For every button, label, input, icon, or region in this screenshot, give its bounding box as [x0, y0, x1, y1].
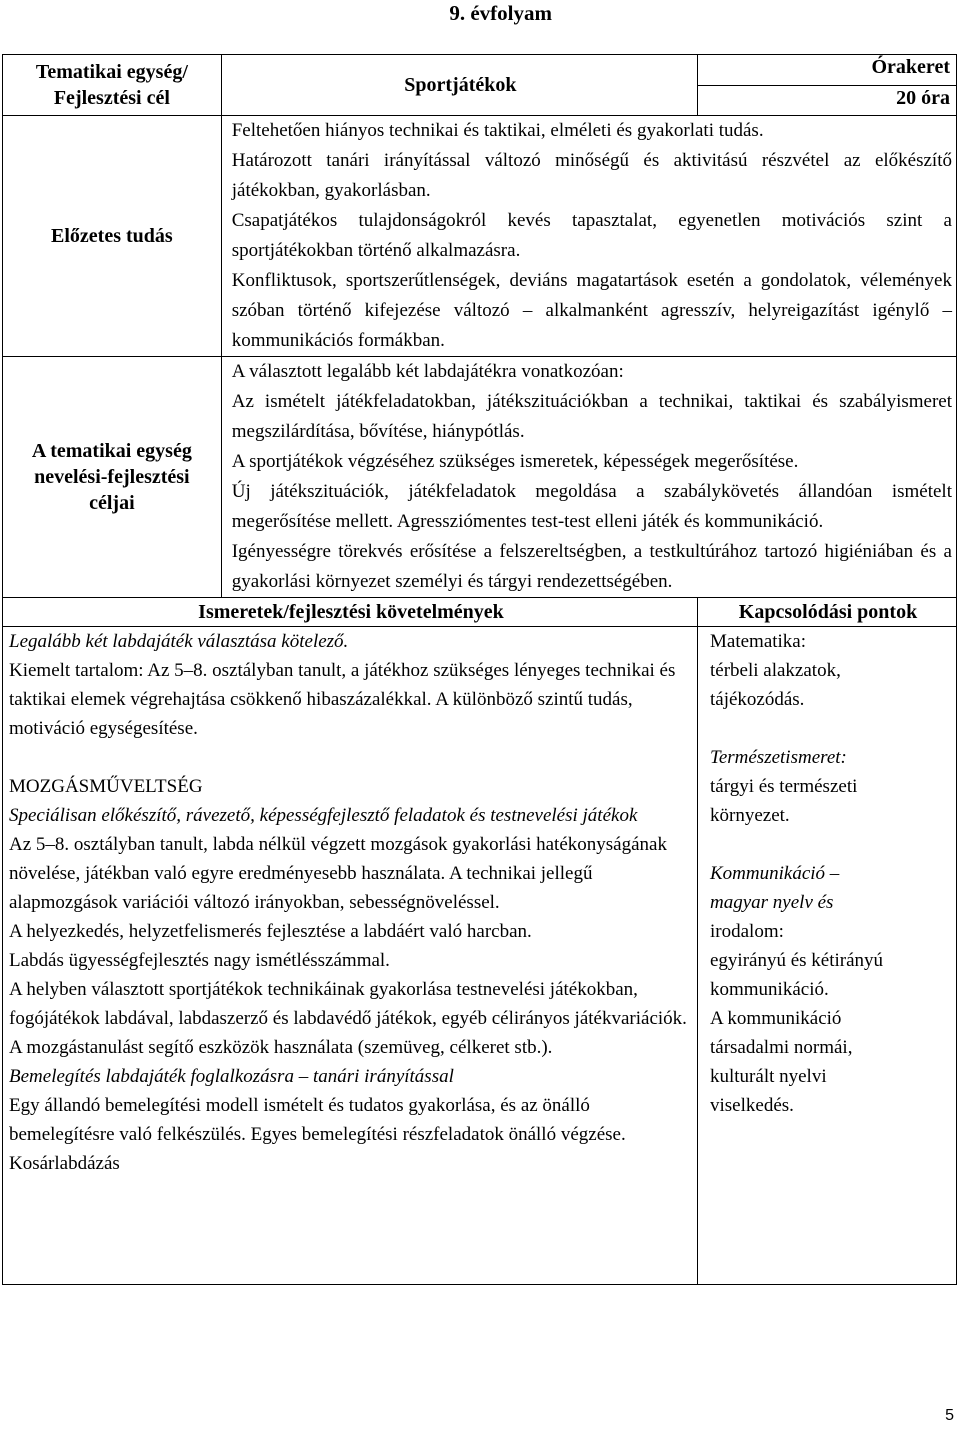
subheader-row [3, 598, 957, 627]
req-p2: A helyezkedés, helyzetfelismerés fejlesztése a labdáért való harcban. [9, 921, 532, 942]
header-row [3, 55, 957, 86]
hours-value: 20 óra [698, 86, 957, 116]
goals-row [3, 357, 957, 598]
topic-title: Sportjátékok [221, 55, 697, 116]
conn-comm-text2: A kommunikáció társadalmi normái, kulturált nyelvi viselkedés. [710, 1008, 853, 1116]
hours-label: Órakeret [698, 55, 957, 86]
req-basketball: Kosárlabdázás [9, 1153, 120, 1174]
goals-label-line2: nevelési-fejlesztési [34, 466, 190, 488]
goals-p5: Igényességre törekvés erősítése a felszereltségben, a testkultúrához tartozó higiéniában és a gyakorlási környezet személyi és tárgyi rendezettségében. [231, 541, 952, 592]
req-mandatory: Legalább két labdajáték választása kötelező. [9, 631, 349, 652]
requirements-content [3, 627, 698, 1285]
prior-knowledge-row [3, 116, 957, 357]
unit-label-line2: Fejlesztési cél [53, 87, 170, 109]
prior-knowledge-p4: Konfliktusok, sportszerűtlenségek, deviáns magatartások esetén a gondolatok, vélemények szóban történő kifejezése változó – alkalmanként agresszív, helyreigazítást igénylő – kommunikációs formákban. [231, 270, 952, 351]
goals-label-line3: céljai [89, 492, 135, 514]
req-section-title: MOZGÁSMŰVELTSÉG [9, 776, 203, 797]
prior-knowledge-content [221, 116, 956, 357]
prior-knowledge-p2: Határozott tanári irányítással változó minőségű és aktivitású részvétel az előkészítő játékokban, gyakorlásban. [231, 150, 952, 201]
conn-math-text: térbeli alakzatok, tájékozódás. [710, 660, 841, 710]
req-warmup-title: Bemelegítés labdajáték foglalkozásra – tanári irányítással [9, 1066, 454, 1087]
goals-label [3, 357, 222, 598]
prior-knowledge-label: Előzetes tudás [3, 116, 222, 357]
req-p4: A helyben választott sportjátékok technikáinak gyakorlása testnevelési játékokban, fogójátékok labdával, labdaszerző és labdavédő játékok, egyéb célirányos játékvariációk. A mozgástanulást segítő eszközök használata (szemüveg, célkeret stb.). [9, 979, 687, 1058]
conn-science-text: tárgyi és természeti környezet. [710, 776, 858, 826]
curriculum-table [2, 54, 957, 1285]
prior-knowledge-p1: Feltehetően hiányos technikai és taktikai, elméleti és gyakorlati tudás. [231, 120, 764, 141]
conn-math-title: Matematika: [710, 631, 807, 652]
goals-p4: Új játékszituációk, játékfeladatok megoldása a szabálykövetés állandóan ismételt megerősítése mellett. Agressziómentes test-test elleni játék és kommunikáció. [231, 481, 952, 532]
req-highlighted: Kiemelt tartalom: Az 5–8. osztályban tanult, a játékhoz szükséges lényeges technikai és taktikai elemek végrehajtása csökkenő hibaszázalékkal. A különböző szintű tudás, motiváció egységesítése. [9, 660, 676, 739]
content-row [3, 627, 957, 1285]
conn-comm-text1: egyirányú és kétirányú kommunikáció. [710, 950, 884, 1000]
goals-p2: Az ismételt játékfeladatokban, játékszituációkban a technikai, taktikai és szabályismeret megszilárdítása, bővítése, hiánypótlás. [231, 391, 952, 442]
unit-label-line1: Tematikai egység/ [35, 61, 188, 83]
prior-knowledge-p3: Csapatjátékos tulajdonságokról kevés tapasztalat, egyenetlen motivációs szint a sportjátékokban történő alkalmazásra. [231, 210, 952, 261]
req-p3: Labdás ügyességfejlesztés nagy ismétlésszámmal. [9, 950, 390, 971]
connections-header: Kapcsolódási pontok [698, 598, 957, 627]
page-number: 5 [945, 1407, 954, 1424]
goals-p1: A választott legalább két labdajátékra vonatkozóan: [231, 361, 624, 382]
goals-p3: A sportjátékok végzéséhez szükséges ismeretek, képességek megerősítése. [231, 451, 799, 472]
req-subtitle: Speciálisan előkészítő, rávezető, képességfejlesztő feladatok és testnevelési játékok [9, 805, 638, 826]
conn-science-title: Természetismeret: [710, 747, 847, 768]
grade-heading: 9. évfolyam [449, 1, 552, 25]
connections-content [698, 627, 957, 1285]
req-p1: Az 5–8. osztályban tanult, labda nélkül végzett mozgások gyakorlási hatékonyságának növelése, játékban való egyre eredményesebb használata. A technikai jellegű alapmozgások variációi változó irányokban, sebességnöveléssel. [9, 834, 667, 913]
unit-label-cell [3, 55, 222, 116]
conn-comm-title2: irodalom: [710, 921, 784, 942]
req-warmup-text: Egy állandó bemelegítési modell ismételt és tudatos gyakorlása, és az önálló bemelegítésre való felkészülés. Egyes bemelegítési részfeladatok önálló végzése. [9, 1095, 626, 1145]
requirements-header: Ismeretek/fejlesztési követelmények [3, 598, 698, 627]
goals-label-line1: A tematikai egység [31, 440, 192, 462]
goals-content [221, 357, 956, 598]
conn-comm-title: Kommunikáció – magyar nyelv és [710, 863, 840, 913]
